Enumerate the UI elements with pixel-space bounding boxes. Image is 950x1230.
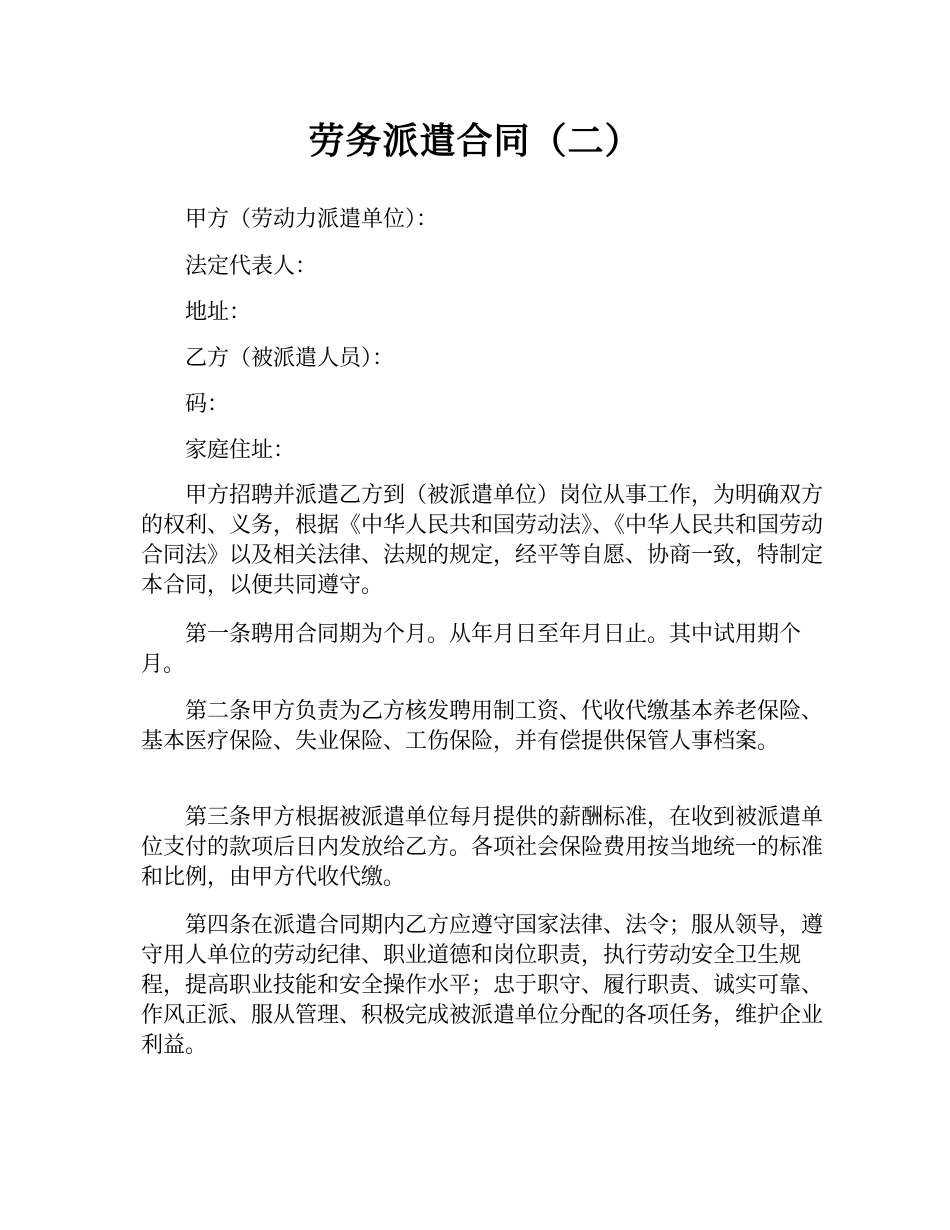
document-title: 劳务派遣合同（二） — [308, 121, 642, 162]
field-party-a: 甲方（劳动力派遣单位）： — [185, 207, 439, 232]
field-home-address: 家庭住址： — [185, 438, 296, 463]
field-party-b: 乙方（被派遣人员）： — [185, 346, 395, 371]
field-address: 地址： — [185, 300, 252, 325]
field-code: 码： — [185, 392, 230, 417]
paragraph-article-2: 第二条甲方负责为乙方核发聘用制工资、代收代缴基本养老保险、基本医疗保险、失业保险、工伤保险，并有偿提供保管人事档案。 — [141, 699, 824, 754]
paragraph-article-1: 第一条聘用合同期为个月。从年月日至年月日止。其中试用期个月。 — [141, 622, 802, 677]
paragraph-article-4: 第四条在派遣合同期内乙方应遵守国家法律、法令；服从领导，遵守用人单位的劳动纪律、职业道德和岗位职责，执行劳动安全卫生规程，提高职业技能和安全操作水平；忠于职守、履行职责、诚实可靠、作风正派、服从管理、积极完成被派遣单位分配的各项任务，维护企业利益。 — [141, 913, 824, 1058]
paragraph-preamble: 甲方招聘并派遣乙方到（被派遣单位）岗位从事工作，为明确双方的权利、义务，根据《中华人民共和国劳动法》、《中华人民共和国劳动合同法》以及相关法律、法规的规定，经平等自愿、协商一致，特制定本合同，以便共同遵守。 — [141, 483, 824, 598]
field-legal-representative: 法定代表人： — [185, 254, 318, 279]
paragraph-article-3: 第三条甲方根据被派遣单位每月提供的薪酬标准，在收到被派遣单位支付的款项后日内发放给乙方。各项社会保险费用按当地统一的标准和比例，由甲方代收代缴。 — [141, 805, 824, 890]
